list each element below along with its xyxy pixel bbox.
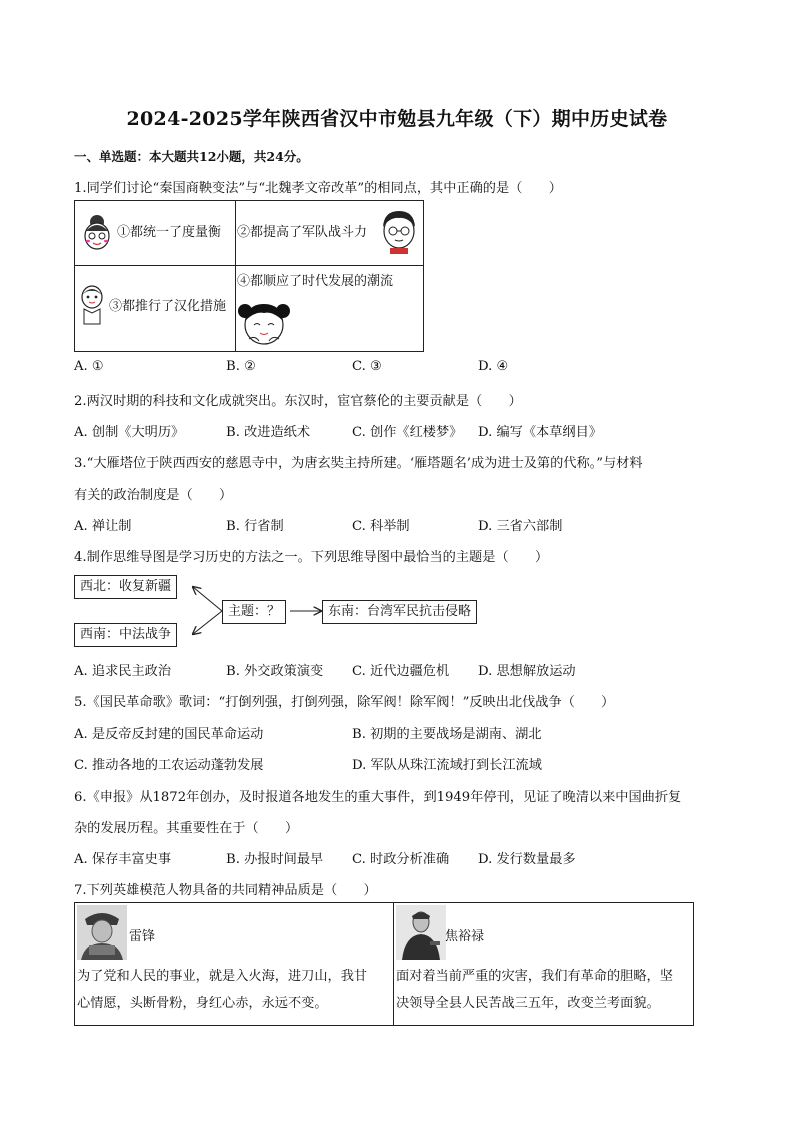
q3-option-c[interactable]: C. 科举制 xyxy=(352,519,410,534)
q7-left-quote xyxy=(77,963,387,1017)
q4-option-d[interactable]: D. 思想解放运动 xyxy=(478,664,576,679)
q3-stem-line2: 有关的政治制度是（ ） xyxy=(74,488,233,503)
mindmap-east-box: 东南：台湾军民抗击侵略 xyxy=(322,600,477,624)
q3-option-d[interactable]: D. 三省六部制 xyxy=(478,519,563,534)
q1-grid xyxy=(74,200,424,352)
q1-cell-1: ①都统一了度量衡 xyxy=(117,225,222,240)
q6-option-a[interactable]: A. 保存丰富史事 xyxy=(74,852,172,867)
q7-stem: 7.下列英雄模范人物具备的共同精神品质是（ ） xyxy=(74,883,377,898)
q6-option-b[interactable]: B. 办报时间最早 xyxy=(226,852,324,867)
mindmap-southwest-box: 西南：中法战争 xyxy=(74,623,177,647)
girl-pigtails-cartoon-icon xyxy=(237,295,291,349)
q3-option-a[interactable]: A. 禅让制 xyxy=(74,519,132,534)
q7-left-line1: 为了党和人民的事业，就是入火海，进刀山，我甘 xyxy=(77,969,368,984)
girl-cartoon-icon xyxy=(78,283,106,325)
q1-option-a[interactable]: A. ① xyxy=(74,359,104,374)
boy-cartoon-icon xyxy=(79,213,115,255)
q6-stem-line1: 6.《申报》从1872年创办，及时报道各地发生的重大事件，到1949年停刊，见证了晚清以来中国曲折复 xyxy=(74,790,682,805)
q4-option-a[interactable]: A. 追求民主政治 xyxy=(74,664,172,679)
q5-option-d[interactable]: D. 军队从珠江流域打到长江流域 xyxy=(352,758,542,773)
q1-cell-2: ②都提高了军队战斗力 xyxy=(237,225,368,240)
q5-option-a[interactable]: A. 是反帝反封建的国民革命运动 xyxy=(74,727,264,742)
q7-right-line2: 决领导全县人民苦战三五年，改变兰考面貌。 xyxy=(396,996,660,1011)
q1-option-d[interactable]: D. ④ xyxy=(478,359,509,374)
q5-stem: 5.《国民革命歌》歌词：“打倒列强，打倒列强，除军阀！除军阀！”反映出北伐战争（ ） xyxy=(74,695,615,710)
q2-option-d[interactable]: D. 编写《本草纲目》 xyxy=(478,425,602,440)
q6-stem-line2: 杂的发展历程。其重要性在于（ ） xyxy=(74,821,299,836)
boy-glasses-cartoon-icon xyxy=(378,205,420,255)
q2-option-c[interactable]: C. 创作《红楼梦》 xyxy=(352,425,463,440)
q4-option-b[interactable]: B. 外交政策演变 xyxy=(226,664,324,679)
jiaoyulu-photo xyxy=(396,905,446,960)
q2-option-a[interactable]: A. 创制《大明历》 xyxy=(74,425,185,440)
q1-option-b[interactable]: B. ② xyxy=(226,359,256,374)
q6-option-d[interactable]: D. 发行数量最多 xyxy=(478,852,576,867)
q1-option-c[interactable]: C. ③ xyxy=(352,359,382,374)
q5-option-b[interactable]: B. 初期的主要战场是湖南、湖北 xyxy=(352,727,542,742)
q7-right-name: 焦裕禄 xyxy=(445,929,485,944)
q2-option-b[interactable]: B. 改进造纸术 xyxy=(226,425,311,440)
q4-stem: 4.制作思维导图是学习历史的方法之一。下列思维导图中最恰当的主题是（ ） xyxy=(74,550,549,565)
q1-stem: 1.同学们讨论“秦国商鞅变法”与“北魏孝文帝改革”的相同点，其中正确的是（ ） xyxy=(74,181,562,196)
mindmap-center-box: 主题：？ xyxy=(222,600,286,624)
q6-option-c[interactable]: C. 时政分析准确 xyxy=(352,852,450,867)
q7-right-line1: 面对着当前严重的灾害，我们有革命的胆略，坚 xyxy=(396,969,673,984)
q7-left-line2: 心情愿，头断骨粉，身红心赤，永远不变。 xyxy=(77,996,328,1011)
q4-option-c[interactable]: C. 近代边疆危机 xyxy=(352,664,450,679)
section-heading: 一、单选题：本大题共12小题，共24分。 xyxy=(74,149,309,164)
q7-left-name: 雷锋 xyxy=(129,929,156,944)
q2-stem: 2.两汉时期的科技和文化成就突出。东汉时，宦官蔡伦的主要贡献是（ ） xyxy=(74,394,522,409)
q1-cell-3: ③都推行了汉化措施 xyxy=(109,299,227,314)
exam-title: 2024-2025学年陕西省汉中市勉县九年级（下）期中历史试卷 xyxy=(126,108,668,130)
q7-table xyxy=(74,902,694,1026)
q7-right-quote xyxy=(396,963,706,1017)
q1-cell-4: ④都顺应了时代发展的潮流 xyxy=(237,274,394,289)
q3-option-b[interactable]: B. 行省制 xyxy=(226,519,284,534)
q5-option-c[interactable]: C. 推动各地的工农运动蓬勃发展 xyxy=(74,758,264,773)
q3-stem-line1: 3.“大雁塔位于陕西西安的慈恩寺中，为唐玄奘主持所建。‘雁塔题名’成为进士及第的代称。”与材料 xyxy=(74,456,643,471)
mindmap-northwest-box: 西北：收复新疆 xyxy=(74,575,177,599)
leifeng-photo xyxy=(77,905,127,960)
